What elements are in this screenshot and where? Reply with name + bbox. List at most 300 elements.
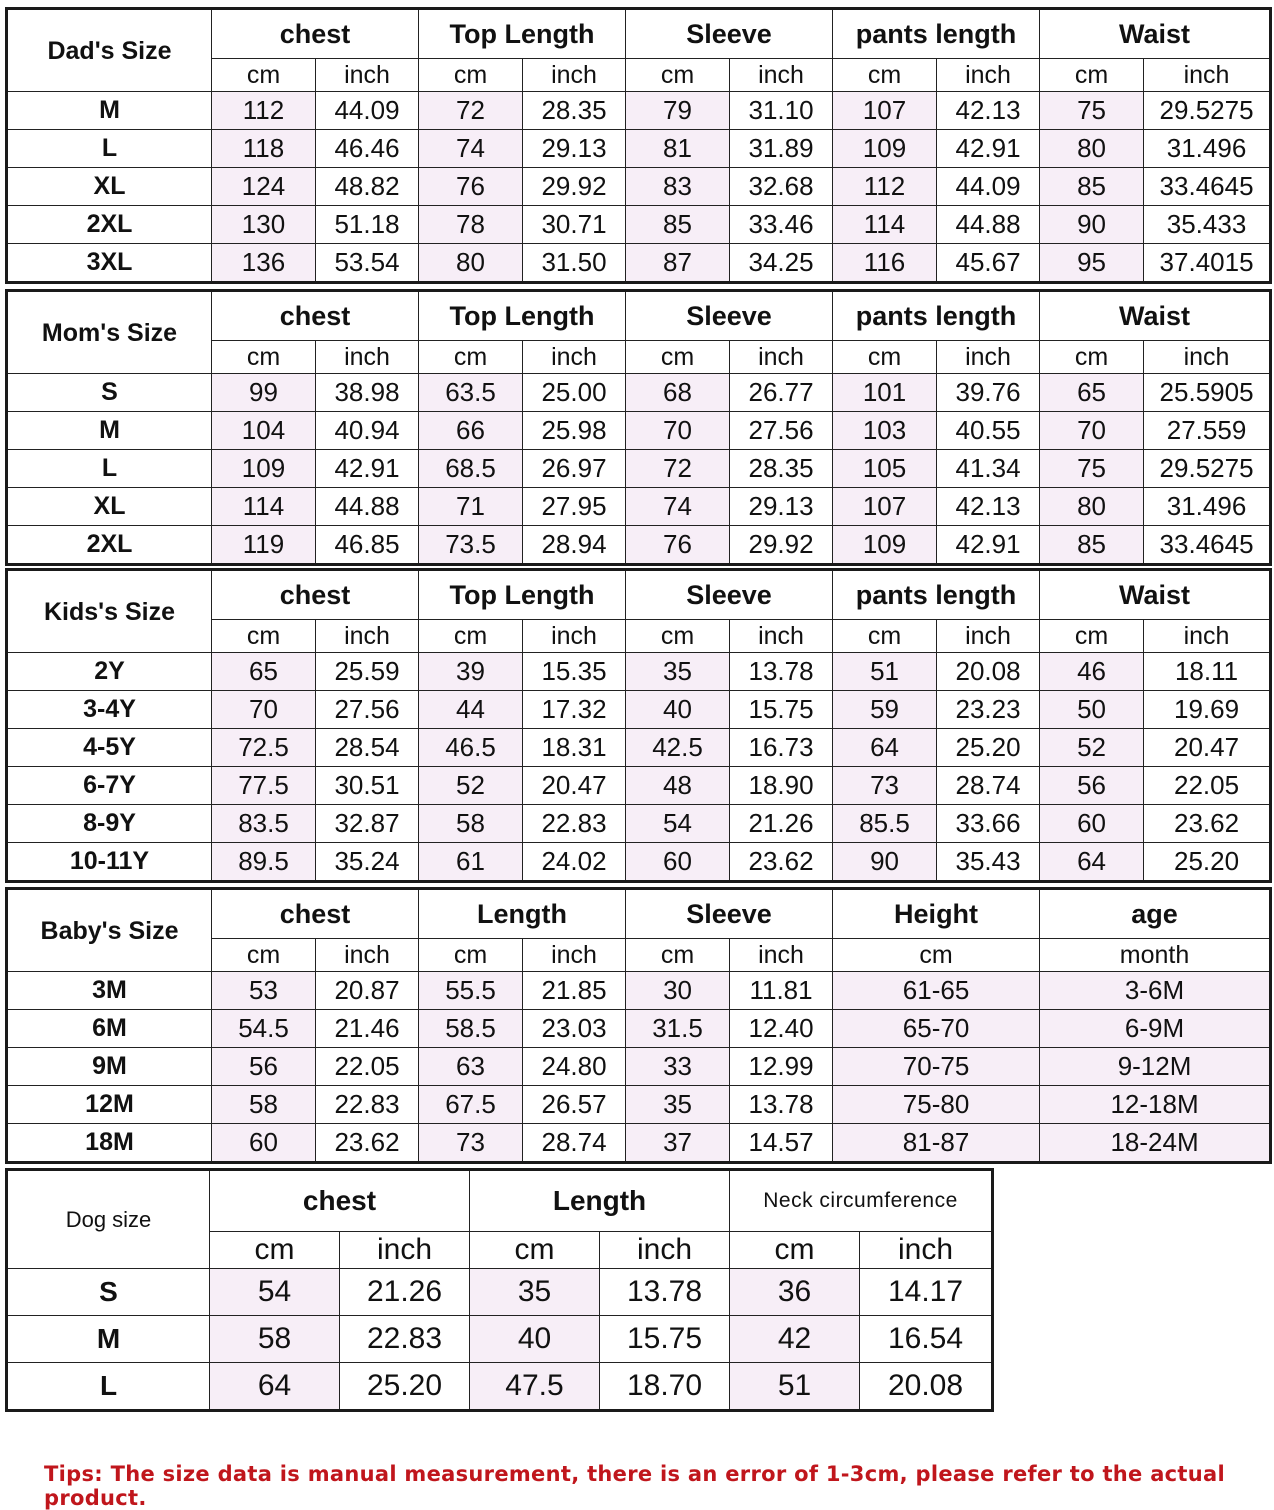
table-cell: 80 [1040, 130, 1144, 168]
table-cell: 18.31 [523, 729, 626, 767]
table-cell: 15.75 [730, 691, 833, 729]
table-cell: 25.20 [340, 1363, 470, 1411]
table-cell: 48.82 [316, 168, 419, 206]
table-cell: 44.88 [937, 206, 1040, 244]
unit-header: inch [600, 1232, 730, 1269]
table-cell: 27.95 [523, 488, 626, 526]
unit-header: cm [833, 341, 937, 374]
table-cell: 15.75 [600, 1316, 730, 1363]
size-label: 10-11Y [7, 843, 212, 882]
table-cell: 40.94 [316, 412, 419, 450]
table-cell: 26.97 [523, 450, 626, 488]
table-cell: 13.78 [600, 1269, 730, 1316]
table-cell: 29.13 [730, 488, 833, 526]
unit-header: month [1040, 939, 1271, 972]
table-cell: 72.5 [212, 729, 316, 767]
table-cell: 42.5 [626, 729, 730, 767]
table-cell: 76 [626, 526, 730, 565]
table-row [7, 805, 1271, 843]
unit-header: inch [730, 939, 833, 972]
table-cell: 27.559 [1144, 412, 1271, 450]
table-cell: 58 [210, 1316, 340, 1363]
table-cell: 54 [210, 1269, 340, 1316]
section-title: Dog size [7, 1170, 210, 1269]
table-cell: 29.92 [523, 168, 626, 206]
table-cell: 12.99 [730, 1048, 833, 1086]
unit-header: inch [1144, 620, 1271, 653]
table-cell: 24.80 [523, 1048, 626, 1086]
table-cell: 63 [419, 1048, 523, 1086]
table-cell: 28.35 [523, 92, 626, 130]
unit-header: inch [316, 341, 419, 374]
table-row [7, 843, 1271, 882]
table-cell: 64 [833, 729, 937, 767]
table-cell: 67.5 [419, 1086, 523, 1124]
table-cell: 31.496 [1144, 130, 1271, 168]
table-cell: 31.10 [730, 92, 833, 130]
table-cell: 42.13 [937, 488, 1040, 526]
table-row [7, 1269, 993, 1316]
unit-header: cm [1040, 59, 1144, 92]
size-label: 3M [7, 972, 212, 1010]
size-label: 18M [7, 1124, 212, 1163]
table-row [7, 450, 1271, 488]
table-cell: 29.92 [730, 526, 833, 565]
table-cell: 114 [833, 206, 937, 244]
table-cell: 25.00 [523, 374, 626, 412]
group-header: chest [212, 291, 419, 341]
unit-header: cm [833, 939, 1040, 972]
table-cell: 31.89 [730, 130, 833, 168]
group-header: chest [212, 570, 419, 620]
size-label: XL [7, 488, 212, 526]
table-cell: 31.496 [1144, 488, 1271, 526]
table-cell: 29.13 [523, 130, 626, 168]
table-cell: 101 [833, 374, 937, 412]
table-cell: 18.70 [600, 1363, 730, 1411]
table-cell: 23.62 [316, 1124, 419, 1163]
table-cell: 60 [626, 843, 730, 882]
table-cell: 79 [626, 92, 730, 130]
table-cell: 95 [1040, 244, 1144, 283]
table-cell: 70-75 [833, 1048, 1040, 1086]
size-label: L [7, 450, 212, 488]
unit-header: cm [419, 59, 523, 92]
unit-header: cm [1040, 620, 1144, 653]
tips-note: Tips: The size data is manual measurement, there is an error of 1-3cm, please refer to the actual product. [44, 1462, 1225, 1510]
table-row [7, 1048, 1271, 1086]
group-header: Top Length [419, 291, 626, 341]
table-cell: 25.20 [1144, 843, 1271, 882]
unit-header: cm [212, 341, 316, 374]
section-title: Baby's Size [7, 889, 212, 972]
unit-header: cm [626, 939, 730, 972]
table-cell: 72 [419, 92, 523, 130]
table-cell: 42 [730, 1316, 860, 1363]
unit-header: inch [523, 59, 626, 92]
table-cell: 39 [419, 653, 523, 691]
table-cell: 32.87 [316, 805, 419, 843]
table-cell: 33.4645 [1144, 526, 1271, 565]
table-cell: 18.11 [1144, 653, 1271, 691]
table-cell: 38.98 [316, 374, 419, 412]
unit-header: inch [1144, 341, 1271, 374]
table-cell: 40 [626, 691, 730, 729]
table-cell: 75 [1040, 450, 1144, 488]
table-cell: 9-12M [1040, 1048, 1271, 1086]
table-cell: 51 [730, 1363, 860, 1411]
table-cell: 89.5 [212, 843, 316, 882]
table-cell: 26.57 [523, 1086, 626, 1124]
table-cell: 30.71 [523, 206, 626, 244]
table-cell: 53 [212, 972, 316, 1010]
table-cell: 72 [626, 450, 730, 488]
table-cell: 37.4015 [1144, 244, 1271, 283]
table-cell: 37 [626, 1124, 730, 1163]
table-cell: 31.50 [523, 244, 626, 283]
table-cell: 75 [1040, 92, 1144, 130]
table-cell: 29.5275 [1144, 92, 1271, 130]
table-cell: 53.54 [316, 244, 419, 283]
group-header: pants length [833, 570, 1040, 620]
table-cell: 11.81 [730, 972, 833, 1010]
table-cell: 60 [1040, 805, 1144, 843]
table-cell: 13.78 [730, 653, 833, 691]
table-cell: 26.77 [730, 374, 833, 412]
unit-header: inch [523, 939, 626, 972]
table-cell: 14.57 [730, 1124, 833, 1163]
table-cell: 23.62 [730, 843, 833, 882]
unit-header: inch [316, 939, 419, 972]
size-label: M [7, 1316, 210, 1363]
table-cell: 28.74 [523, 1124, 626, 1163]
table-row [7, 1124, 1271, 1163]
table-cell: 27.56 [730, 412, 833, 450]
table-row [7, 92, 1271, 130]
table-cell: 46.85 [316, 526, 419, 565]
unit-header: cm [626, 59, 730, 92]
table-cell: 109 [833, 130, 937, 168]
unit-header: cm [730, 1232, 860, 1269]
table-cell: 65-70 [833, 1010, 1040, 1048]
table-cell: 28.74 [937, 767, 1040, 805]
unit-header: cm [833, 59, 937, 92]
table-cell: 35.43 [937, 843, 1040, 882]
size-label: 8-9Y [7, 805, 212, 843]
table-row [7, 767, 1271, 805]
table-cell: 51 [833, 653, 937, 691]
table-cell: 112 [833, 168, 937, 206]
size-label: S [7, 374, 212, 412]
group-header: Neck circumference [730, 1170, 993, 1232]
table-cell: 109 [833, 526, 937, 565]
table-row [7, 1316, 993, 1363]
group-header: Waist [1040, 291, 1271, 341]
table-row [7, 1010, 1271, 1048]
size-label: 6-7Y [7, 767, 212, 805]
dog-size-table [5, 1168, 994, 1412]
unit-header: inch [860, 1232, 993, 1269]
unit-header: cm [1040, 341, 1144, 374]
table-cell: 68 [626, 374, 730, 412]
table-cell: 28.54 [316, 729, 419, 767]
group-header: Top Length [419, 9, 626, 59]
table-cell: 6-9M [1040, 1010, 1271, 1048]
group-header: Length [419, 889, 626, 939]
section-title: Kids's Size [7, 570, 212, 653]
size-label: L [7, 1363, 210, 1411]
table-cell: 80 [419, 244, 523, 283]
table-cell: 73 [419, 1124, 523, 1163]
table-cell: 46.5 [419, 729, 523, 767]
table-cell: 136 [212, 244, 316, 283]
group-header: Length [470, 1170, 730, 1232]
table-cell: 35.24 [316, 843, 419, 882]
table-cell: 21.26 [340, 1269, 470, 1316]
table-cell: 46.46 [316, 130, 419, 168]
table-row [7, 972, 1271, 1010]
table-cell: 81-87 [833, 1124, 1040, 1163]
table-cell: 14.17 [860, 1269, 993, 1316]
table-row [7, 1363, 993, 1411]
table-cell: 12-18M [1040, 1086, 1271, 1124]
table-row [7, 168, 1271, 206]
table-cell: 32.68 [730, 168, 833, 206]
table-cell: 105 [833, 450, 937, 488]
table-cell: 64 [1040, 843, 1144, 882]
table-cell: 85 [1040, 168, 1144, 206]
size-label: 12M [7, 1086, 212, 1124]
table-cell: 22.05 [1144, 767, 1271, 805]
table-cell: 18.90 [730, 767, 833, 805]
table-cell: 35 [626, 1086, 730, 1124]
table-cell: 54 [626, 805, 730, 843]
table-cell: 42.91 [937, 526, 1040, 565]
size-label: 2Y [7, 653, 212, 691]
table-cell: 33.4645 [1144, 168, 1271, 206]
table-cell: 80 [1040, 488, 1144, 526]
table-cell: 16.73 [730, 729, 833, 767]
table-cell: 33.66 [937, 805, 1040, 843]
table-cell: 20.08 [860, 1363, 993, 1411]
group-header: Height [833, 889, 1040, 939]
table-cell: 109 [212, 450, 316, 488]
table-cell: 68.5 [419, 450, 523, 488]
table-cell: 52 [419, 767, 523, 805]
table-cell: 50 [1040, 691, 1144, 729]
table-row [7, 653, 1271, 691]
unit-header: inch [730, 59, 833, 92]
table-cell: 130 [212, 206, 316, 244]
table-cell: 74 [419, 130, 523, 168]
table-cell: 119 [212, 526, 316, 565]
unit-header: inch [937, 341, 1040, 374]
table-cell: 22.05 [316, 1048, 419, 1086]
table-cell: 103 [833, 412, 937, 450]
group-header: Sleeve [626, 9, 833, 59]
moms-size-table [5, 289, 1272, 566]
group-header: chest [210, 1170, 470, 1232]
table-cell: 90 [1040, 206, 1144, 244]
table-cell: 35.433 [1144, 206, 1271, 244]
table-cell: 60 [212, 1124, 316, 1163]
unit-header: cm [626, 620, 730, 653]
table-row [7, 488, 1271, 526]
group-header: Top Length [419, 570, 626, 620]
table-cell: 16.54 [860, 1316, 993, 1363]
table-cell: 20.47 [523, 767, 626, 805]
table-cell: 71 [419, 488, 523, 526]
table-cell: 25.5905 [1144, 374, 1271, 412]
table-cell: 19.69 [1144, 691, 1271, 729]
table-cell: 35 [626, 653, 730, 691]
table-cell: 85 [626, 206, 730, 244]
unit-header: cm [419, 939, 523, 972]
unit-header: cm [470, 1232, 600, 1269]
table-cell: 46 [1040, 653, 1144, 691]
table-cell: 30 [626, 972, 730, 1010]
table-cell: 3-6M [1040, 972, 1271, 1010]
table-cell: 23.03 [523, 1010, 626, 1048]
table-cell: 65 [1040, 374, 1144, 412]
table-cell: 21.26 [730, 805, 833, 843]
table-cell: 73.5 [419, 526, 523, 565]
size-label: L [7, 130, 212, 168]
unit-header: cm [626, 341, 730, 374]
kids-size-table [5, 568, 1272, 883]
table-cell: 29.5275 [1144, 450, 1271, 488]
table-cell: 21.46 [316, 1010, 419, 1048]
table-cell: 20.47 [1144, 729, 1271, 767]
unit-header: cm [419, 341, 523, 374]
table-cell: 70 [1040, 412, 1144, 450]
table-cell: 42.91 [937, 130, 1040, 168]
group-header: Waist [1040, 9, 1271, 59]
table-cell: 107 [833, 488, 937, 526]
table-cell: 77.5 [212, 767, 316, 805]
table-cell: 31.5 [626, 1010, 730, 1048]
table-cell: 22.83 [316, 1086, 419, 1124]
table-cell: 116 [833, 244, 937, 283]
table-cell: 28.35 [730, 450, 833, 488]
size-label: M [7, 412, 212, 450]
table-cell: 61-65 [833, 972, 1040, 1010]
table-cell: 41.34 [937, 450, 1040, 488]
unit-header: cm [212, 59, 316, 92]
table-cell: 99 [212, 374, 316, 412]
table-cell: 66 [419, 412, 523, 450]
table-cell: 83.5 [212, 805, 316, 843]
babys-size-table [5, 887, 1272, 1164]
size-label: 4-5Y [7, 729, 212, 767]
table-cell: 12.40 [730, 1010, 833, 1048]
group-header: pants length [833, 291, 1040, 341]
table-cell: 55.5 [419, 972, 523, 1010]
size-label: 9M [7, 1048, 212, 1086]
section-title: Mom's Size [7, 291, 212, 374]
table-cell: 54.5 [212, 1010, 316, 1048]
table-cell: 20.87 [316, 972, 419, 1010]
table-row [7, 1086, 1271, 1124]
table-cell: 44.88 [316, 488, 419, 526]
table-row [7, 729, 1271, 767]
table-cell: 47.5 [470, 1363, 600, 1411]
table-cell: 13.78 [730, 1086, 833, 1124]
table-cell: 23.23 [937, 691, 1040, 729]
unit-header: cm [212, 939, 316, 972]
table-cell: 90 [833, 843, 937, 882]
table-cell: 42.13 [937, 92, 1040, 130]
table-cell: 44.09 [316, 92, 419, 130]
table-cell: 33 [626, 1048, 730, 1086]
unit-header: cm [419, 620, 523, 653]
table-cell: 114 [212, 488, 316, 526]
table-row [7, 691, 1271, 729]
table-cell: 27.56 [316, 691, 419, 729]
table-cell: 65 [212, 653, 316, 691]
unit-header: cm [210, 1232, 340, 1269]
table-cell: 104 [212, 412, 316, 450]
unit-header: inch [523, 620, 626, 653]
table-cell: 78 [419, 206, 523, 244]
table-cell: 44 [419, 691, 523, 729]
group-header: Sleeve [626, 889, 833, 939]
group-header: Sleeve [626, 570, 833, 620]
unit-header: inch [523, 341, 626, 374]
group-header: Sleeve [626, 291, 833, 341]
group-header: pants length [833, 9, 1040, 59]
table-cell: 15.35 [523, 653, 626, 691]
table-cell: 28.94 [523, 526, 626, 565]
table-cell: 59 [833, 691, 937, 729]
table-cell: 45.67 [937, 244, 1040, 283]
table-cell: 58 [419, 805, 523, 843]
size-label: 6M [7, 1010, 212, 1048]
table-cell: 61 [419, 843, 523, 882]
table-cell: 25.98 [523, 412, 626, 450]
table-cell: 75-80 [833, 1086, 1040, 1124]
size-label: 2XL [7, 526, 212, 565]
size-label: 2XL [7, 206, 212, 244]
table-cell: 70 [626, 412, 730, 450]
size-label: 3-4Y [7, 691, 212, 729]
table-cell: 70 [212, 691, 316, 729]
unit-header: inch [316, 620, 419, 653]
table-row [7, 374, 1271, 412]
table-cell: 52 [1040, 729, 1144, 767]
table-cell: 85 [1040, 526, 1144, 565]
unit-header: inch [1144, 59, 1271, 92]
table-row [7, 206, 1271, 244]
unit-header: inch [937, 59, 1040, 92]
size-label: XL [7, 168, 212, 206]
table-cell: 39.76 [937, 374, 1040, 412]
table-cell: 48 [626, 767, 730, 805]
table-cell: 83 [626, 168, 730, 206]
table-cell: 21.85 [523, 972, 626, 1010]
unit-header: inch [730, 341, 833, 374]
table-cell: 24.02 [523, 843, 626, 882]
group-header: chest [212, 889, 419, 939]
table-cell: 58.5 [419, 1010, 523, 1048]
unit-header: cm [833, 620, 937, 653]
table-cell: 44.09 [937, 168, 1040, 206]
table-row [7, 130, 1271, 168]
table-cell: 76 [419, 168, 523, 206]
table-cell: 40.55 [937, 412, 1040, 450]
unit-header: inch [937, 620, 1040, 653]
group-header: age [1040, 889, 1271, 939]
